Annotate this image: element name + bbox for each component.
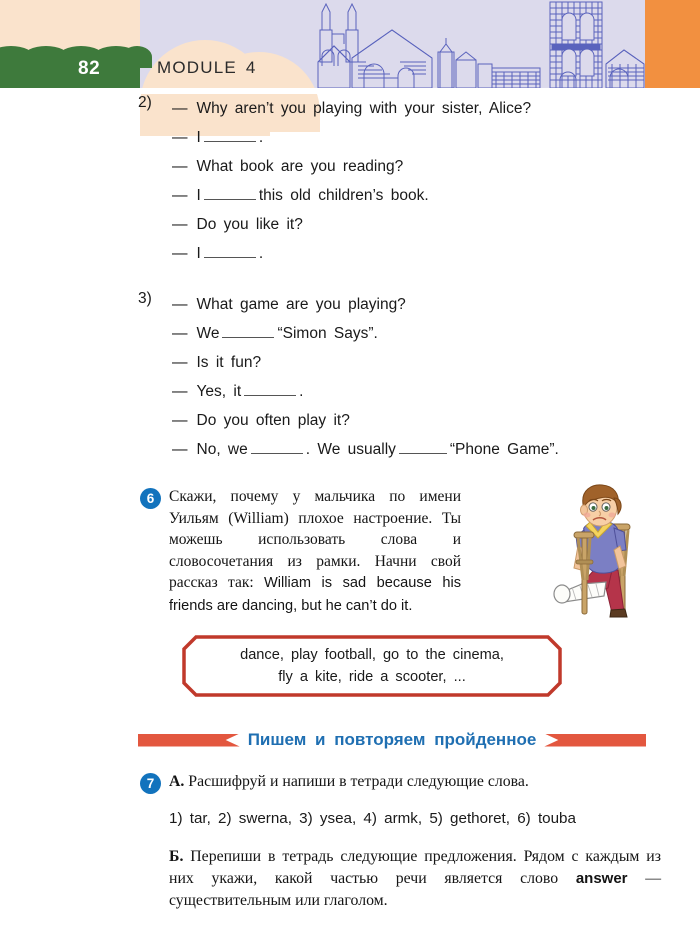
dash-mark: — [172, 158, 188, 175]
dash-mark: — [172, 245, 188, 262]
dialogue-line [172, 123, 700, 152]
cityscape-illustration [300, 0, 645, 88]
line-text: No, we [196, 441, 248, 458]
dialogue-line [172, 319, 700, 348]
page-content [0, 94, 700, 912]
part-a-label: А. [169, 773, 185, 790]
exercise-6-text-en: William is sad because his friends are dancing, but he can’t do it. [169, 575, 461, 614]
exercise-6-instructions [169, 486, 461, 617]
dash-mark: — [172, 412, 188, 429]
line-text: I [196, 129, 201, 146]
exercise-7-badge-wrap [140, 773, 161, 794]
dialogue-line [172, 435, 700, 464]
scrambled-word-list: 1) tar, 2) swerna, 3) ysea, 4) armk, 5) gethoret, 6) touba [169, 810, 576, 827]
dialogue-number-3: 3) [138, 290, 152, 307]
wordbox-line-2: fly a kite, ride a scooter, ... [278, 669, 466, 685]
part-b-text-1: Перепиши в тетрадь следующие предложения. Рядом с каждым из них укажи, какой частью речи является слово [169, 848, 661, 887]
section-title: Пишем и повторяем пройденное [247, 730, 537, 749]
exercise-7 [0, 771, 700, 912]
section-banner [0, 727, 700, 753]
fill-blank[interactable] [204, 187, 256, 200]
dialogue-block-2 [0, 94, 700, 268]
line-text-post2: “Phone Game”. [449, 441, 559, 458]
exercise-6-text-ru: Скажи, почему у мальчика по имени Уильям (William) плохое настроение. Ты можешь использовать слова и словосочетания из рамки. Начни свой рассказ так: [169, 488, 461, 591]
line-text: Is it fun? [196, 354, 262, 371]
dash-mark: — [172, 354, 188, 371]
fill-blank[interactable] [244, 383, 296, 396]
page-number-badge [0, 52, 140, 88]
exercise-number-badge: 7 [140, 773, 161, 794]
exercise-7-part-a-instructions [169, 771, 661, 793]
line-text: We [196, 325, 220, 342]
ribbon-arrow-right-icon [544, 734, 646, 747]
fill-blank[interactable] [222, 325, 274, 338]
boy-on-crutches-illustration [548, 484, 658, 619]
dialogue-block-3 [0, 290, 700, 464]
exercise-7-part-b-instructions [169, 846, 661, 912]
dialogue-line [172, 210, 700, 239]
part-b-text-2: — существительным или глаголом. [169, 870, 661, 909]
page-header [0, 0, 700, 88]
line-text: Do you like it? [196, 216, 303, 233]
dash-mark: — [172, 296, 188, 313]
line-text: Yes, it [196, 383, 242, 400]
dialogue-line [172, 377, 700, 406]
dialogue-line [172, 348, 700, 377]
line-text: Do you often play it? [196, 412, 350, 429]
exercise-6-badge-wrap [140, 488, 161, 509]
dialogue-line [172, 239, 700, 268]
dash-mark: — [172, 100, 188, 117]
module-label: MODULE 4 [157, 58, 257, 77]
line-text: I [196, 187, 201, 204]
dialogue-line [172, 181, 700, 210]
word-bank-box [182, 635, 562, 697]
part-a-text: Расшифруй и напиши в тетради следующие слова. [184, 773, 529, 790]
fill-blank[interactable] [204, 245, 256, 258]
line-text-post: . [258, 129, 264, 146]
line-text-post: . [258, 245, 264, 262]
part-b-bold-word: answer [575, 870, 628, 887]
line-text: What game are you playing? [196, 296, 406, 313]
fill-blank[interactable] [204, 129, 256, 142]
wordbox-line-1: dance, play football, go to the cinema, [240, 647, 504, 663]
dialogue-number-2: 2) [138, 94, 152, 111]
ribbon-arrow-left-icon [138, 734, 240, 747]
line-text-post: . [299, 383, 304, 400]
header-orange-band [645, 0, 700, 88]
dialogue-line [172, 406, 700, 435]
dash-mark: — [172, 441, 188, 458]
line-text: I [196, 245, 201, 262]
line-text-post: . We usually [305, 441, 396, 458]
line-text: Why aren’t you playing with your sister, Alice? [196, 100, 532, 117]
exercise-6 [0, 486, 700, 617]
wordbox-wrapper [0, 635, 700, 697]
dialogue-line [172, 94, 700, 123]
page-number: 82 [78, 58, 101, 79]
fill-blank[interactable] [399, 441, 447, 454]
dash-mark: — [172, 216, 188, 233]
exercise-number-badge: 6 [140, 488, 161, 509]
line-text-post: this old children’s book. [258, 187, 429, 204]
line-text-post: “Simon Says”. [277, 325, 378, 342]
dash-mark: — [172, 383, 188, 400]
fill-blank[interactable] [251, 441, 303, 454]
dialogue-line [172, 152, 700, 181]
dialogue-line [172, 290, 700, 319]
dash-mark: — [172, 187, 188, 204]
line-text: What book are you reading? [196, 158, 404, 175]
dash-mark: — [172, 325, 188, 342]
part-b-label: Б. [169, 848, 184, 865]
dash-mark: — [172, 129, 188, 146]
